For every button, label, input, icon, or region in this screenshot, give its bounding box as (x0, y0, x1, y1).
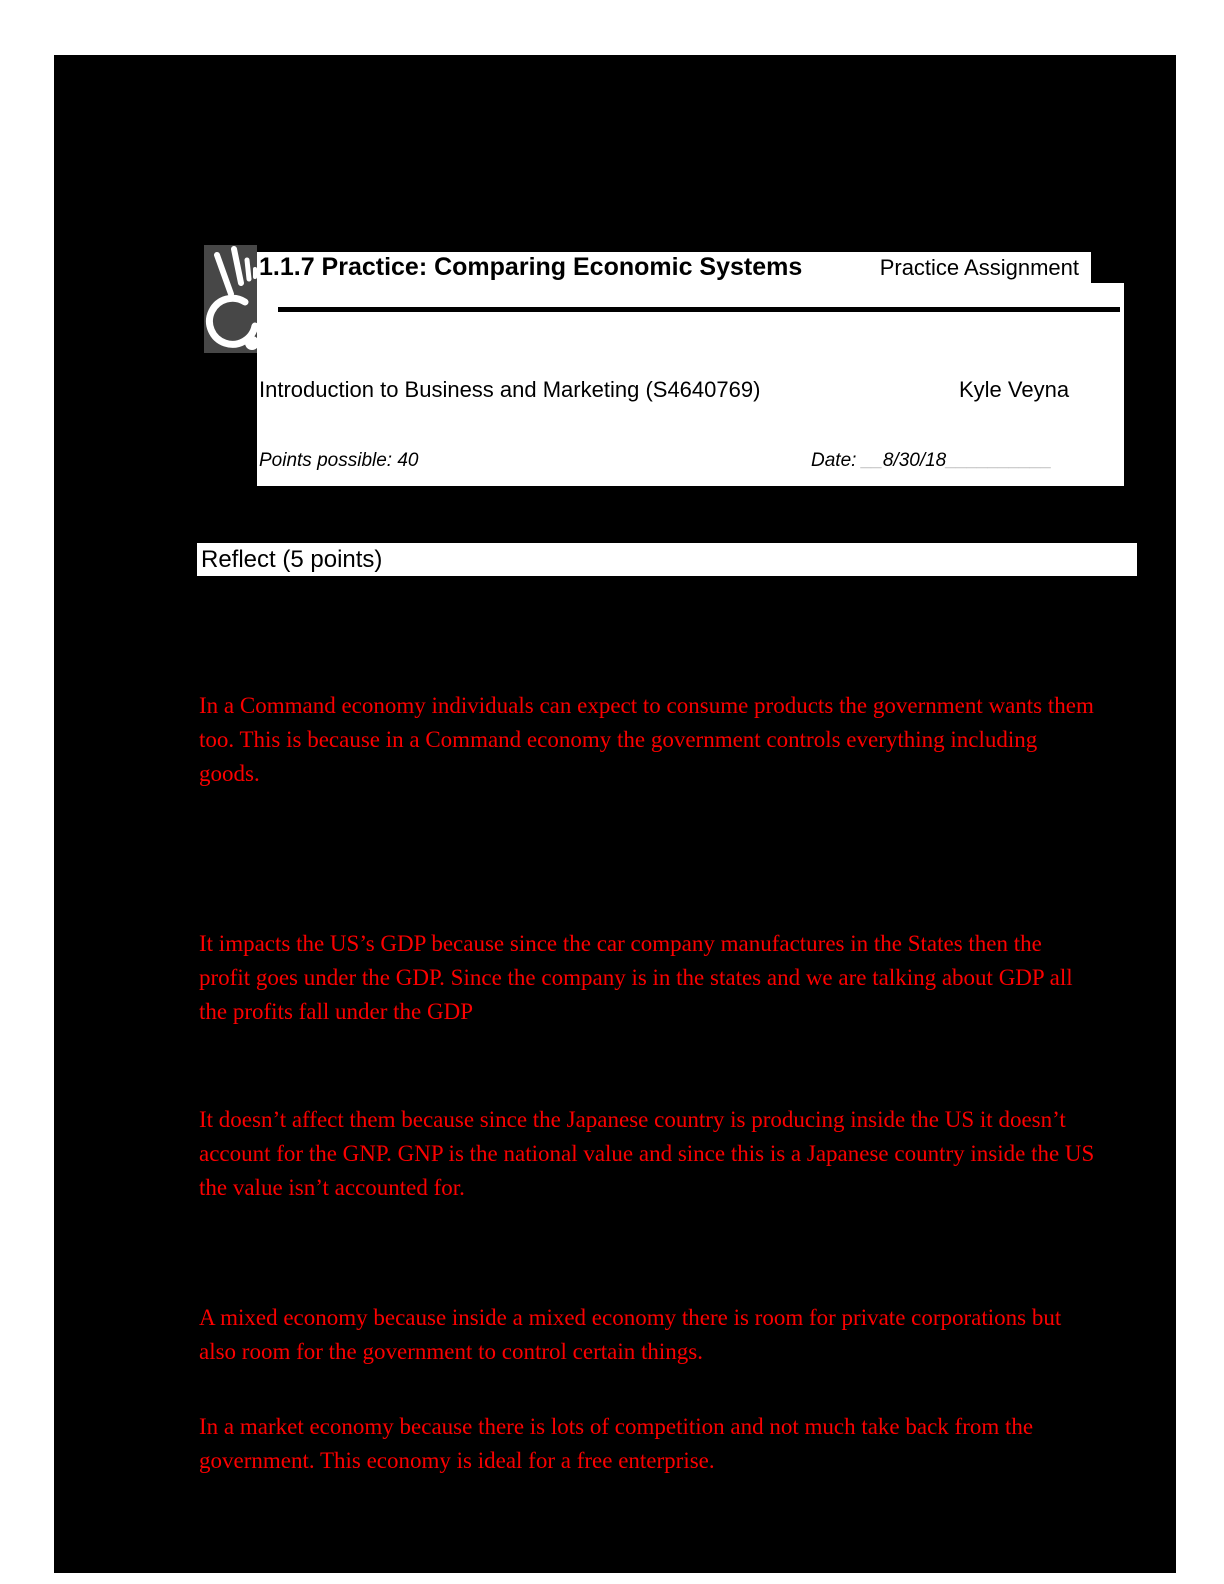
answer-paragraph-3 (199, 1103, 1139, 1205)
answer-line: government. This economy is ideal for a free enterprise. (199, 1448, 715, 1473)
header-title-bar (257, 252, 1091, 283)
section-header-reflect (197, 543, 1137, 576)
course-title: Introduction to Business and Marketing (S4640769) (259, 377, 761, 402)
student-name: Kyle Veyna (959, 377, 1070, 402)
answer-line: profit goes under the GDP. Since the company is in the states and we are talking about GDP all (199, 965, 1073, 990)
page-title: 1.1.7 Practice: Comparing Economic Systems (259, 253, 803, 281)
answer-line: also room for the government to control certain things. (199, 1339, 703, 1364)
title-underline-divider (278, 307, 1120, 312)
answer-line: account for the GNP. GNP is the national value and since this is a Japanese country inside the US (199, 1141, 1095, 1166)
date-blank-leading: __ (861, 450, 883, 471)
burst-hand-icon (204, 245, 257, 353)
date-label: Date: (811, 450, 862, 471)
answer-line: In a market economy because there is lots of competition and not much take back from the (199, 1414, 1034, 1439)
answer-line: the profits fall under the GDP (199, 999, 474, 1024)
date-value: 8/30/18 (882, 450, 947, 471)
answer-line: the value isn’t accounted for. (199, 1175, 465, 1200)
answer-line: A mixed economy because inside a mixed economy there is room for private corporations but (199, 1305, 1062, 1330)
section-title: Reflect (5 points) (201, 546, 383, 573)
header-info-box (257, 283, 1124, 486)
answer-paragraph-5 (199, 1410, 1139, 1478)
document-canvas (54, 55, 1176, 1573)
points-possible: Points possible: 40 (259, 450, 419, 471)
answer-paragraph-2 (199, 927, 1139, 1029)
answer-paragraph-4 (199, 1301, 1139, 1369)
assignment-type-badge: Practice Assignment (879, 255, 1079, 280)
answer-line: In a Command economy individuals can expect to consume products the government wants them (199, 693, 1094, 718)
answer-paragraph-1 (199, 689, 1139, 791)
date-field (811, 450, 1052, 472)
apex-learning-logo (204, 245, 257, 353)
answer-line: goods. (199, 761, 260, 786)
answer-line: It doesn’t affect them because since the Japanese country is producing inside the US it doesn’t (199, 1107, 1066, 1132)
answer-line: It impacts the US’s GDP because since the car company manufactures in the States then the (199, 931, 1042, 956)
answer-line: too. This is because in a Command economy the government controls everything including (199, 727, 1038, 752)
date-blank-trailing: __________ (946, 450, 1052, 471)
